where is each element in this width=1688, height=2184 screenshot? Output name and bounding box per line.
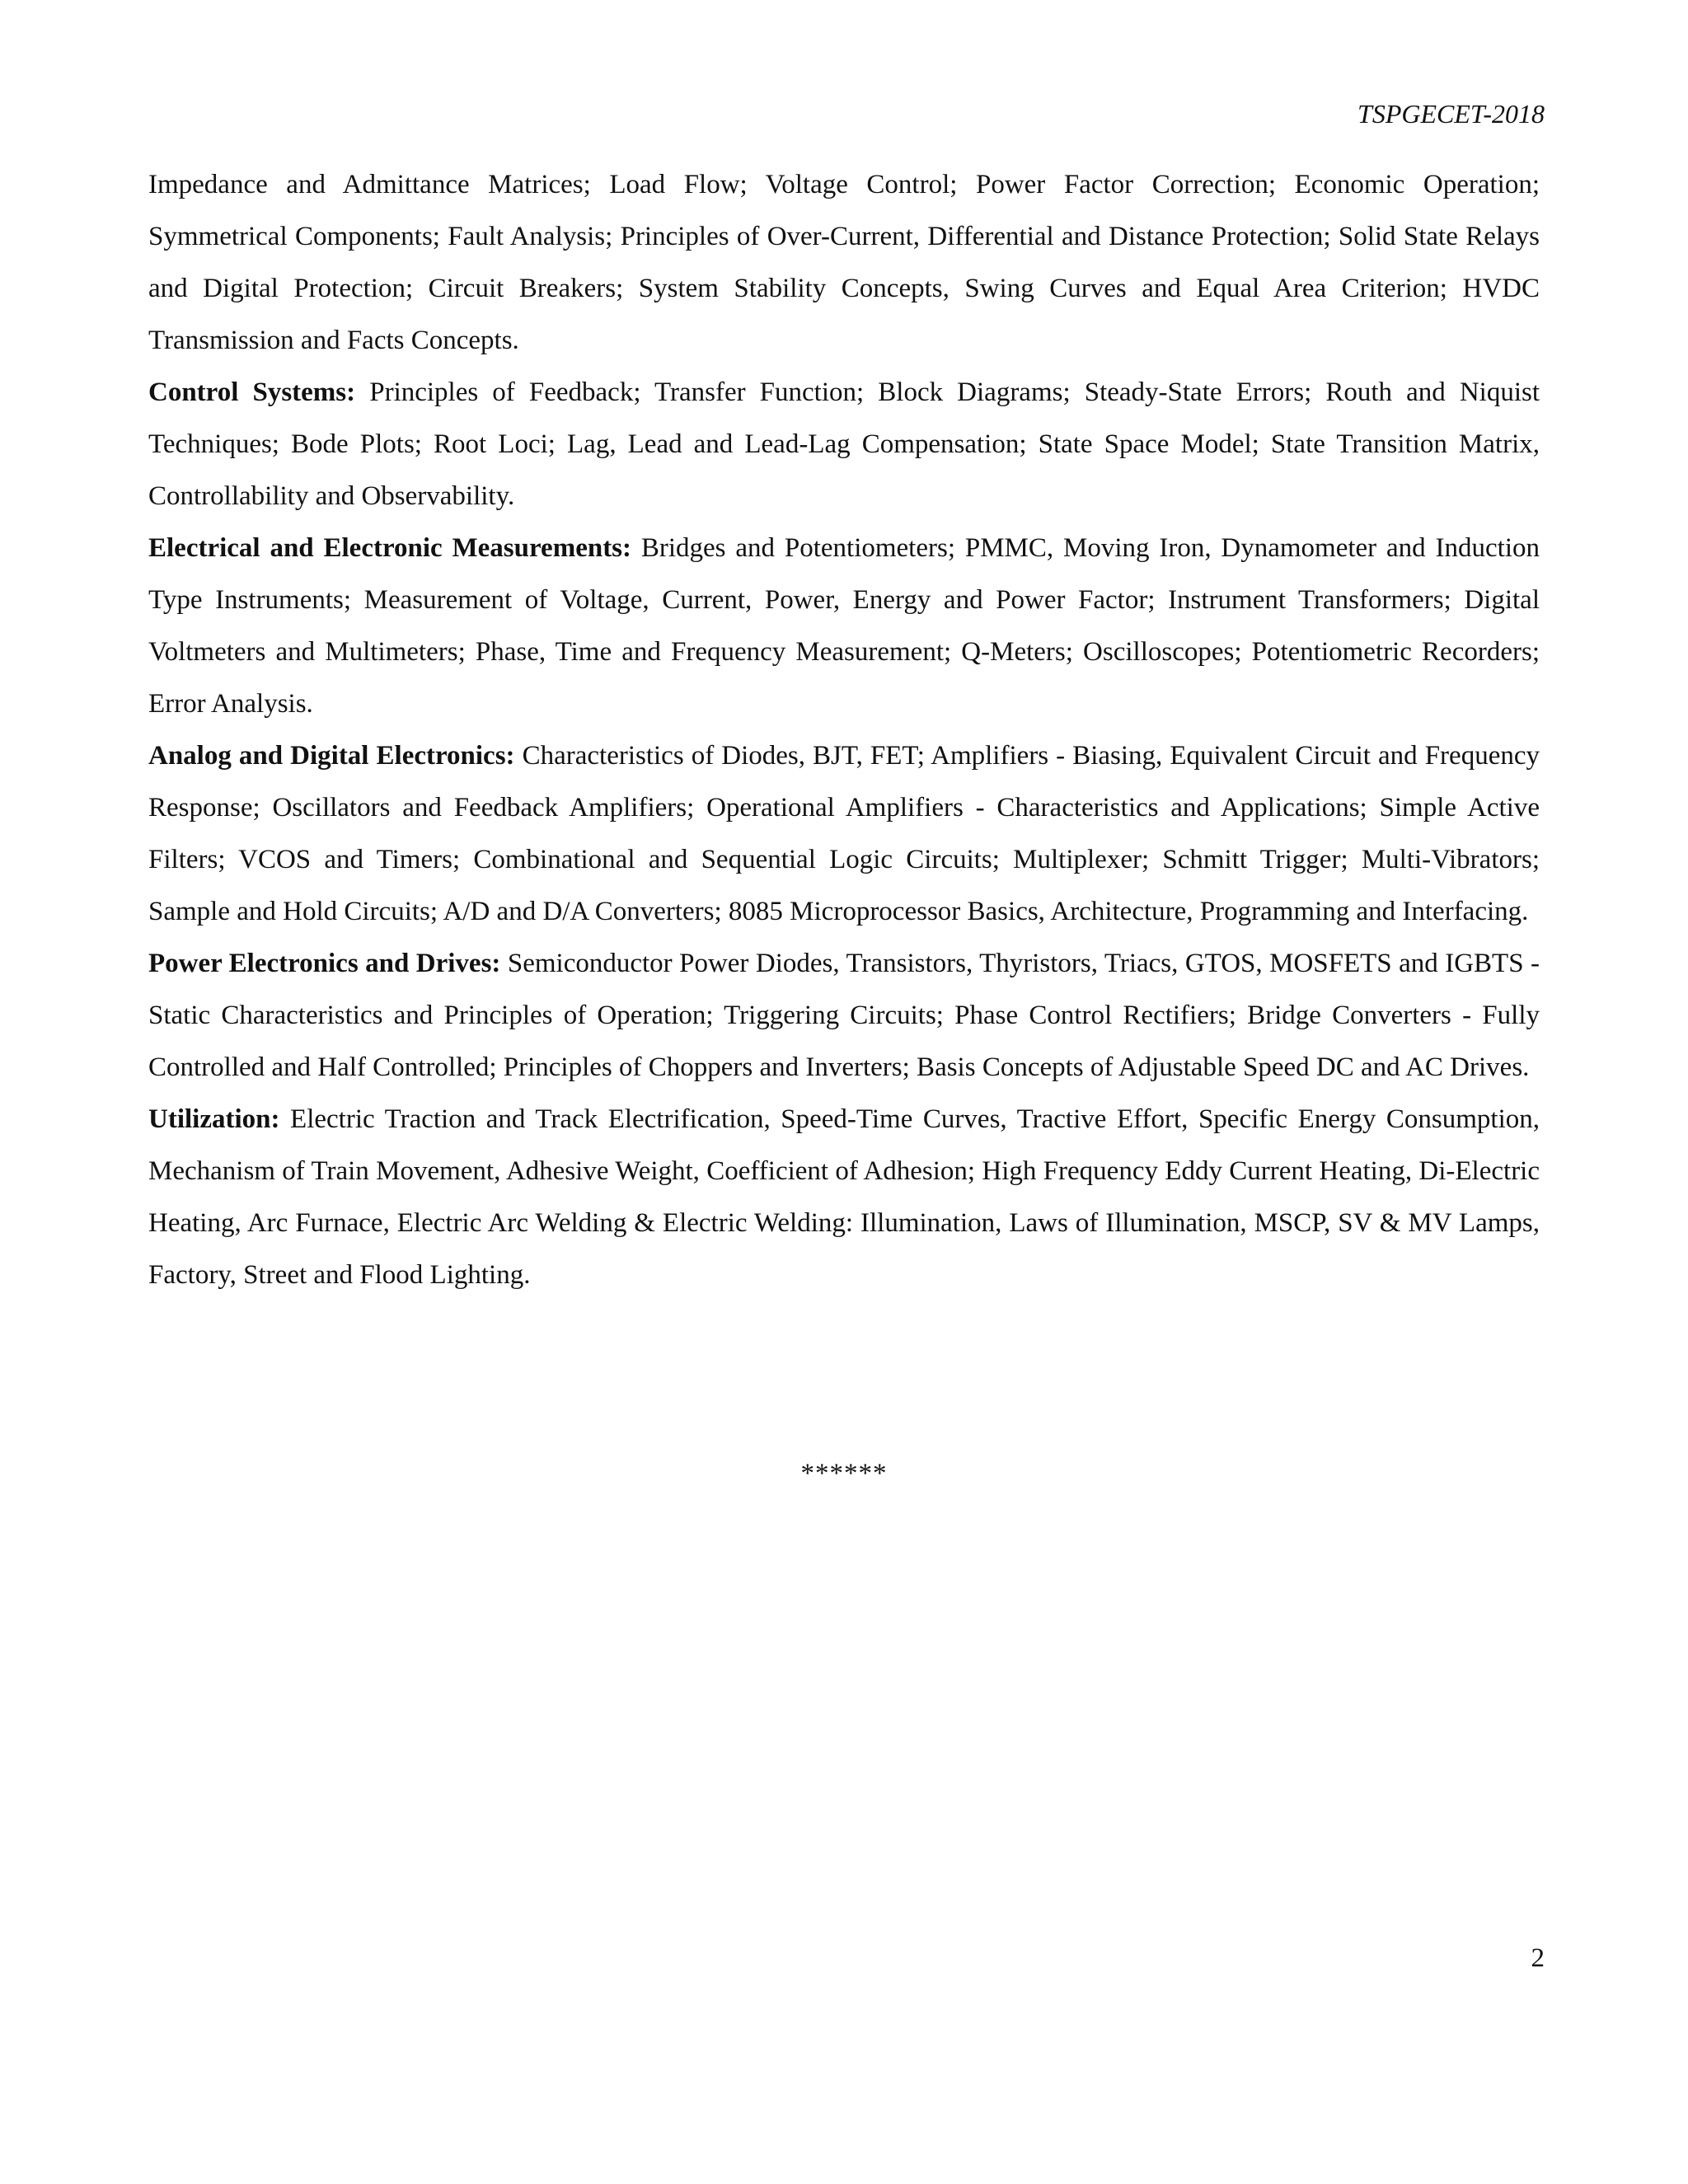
- paragraph-text: Impedance and Admittance Matrices; Load Flow; Voltage Control; Power Factor Correction; Economic Operation; Symmetrical Components; Fault Analysis; Principles of Over-Current, Differential and Distance Protection; Solid State Relays and Digital Protection; Circuit Breakers; System Stability Concepts, Swing Curves and Equal Area Criterion; HVDC Transmission and Facts Concepts.: [148, 170, 1540, 355]
- syllabus-body: [148, 159, 1540, 1301]
- paragraph-text: Bridges and Potentiometers; PMMC, Moving Iron, Dynamometer and Induction Type Instruments; Measurement of Voltage, Current, Power, Energy and Power Factor; Instrument Transformers; Digital Voltmeters and Multimeters; Phase, Time and Frequency Measurement; Q-Meters; Oscilloscopes; Potentiometric Recorders; Error Analysis.: [148, 533, 1540, 719]
- paragraph-text: Semiconductor Power Diodes, Transistors, Thyristors, Triacs, GTOS, MOSFETS and IGBTS - Static Characteristics and Principles of Operation; Triggering Circuits; Phase Control Rectifiers; Bridge Converters - Fully Controlled and Half Controlled; Principles of Choppers and Inverters; Basis Concepts of Adjustable Speed DC and AC Drives.: [148, 949, 1540, 1082]
- paragraph-text: Principles of Feedback; Transfer Function; Block Diagrams; Steady-State Errors; Routh and Niquist Techniques; Bode Plots; Root Loci; Lag, Lead and Lead-Lag Compensation; State Space Model; State Transition Matrix, Controllability and Observability.: [148, 377, 1540, 511]
- paragraph-measurements: [148, 523, 1540, 730]
- running-header: TSPGECET-2018: [1357, 99, 1545, 129]
- paragraph-term: Utilization:: [148, 1104, 280, 1134]
- paragraph-term: Analog and Digital Electronics:: [148, 741, 515, 771]
- paragraph-utilization: [148, 1094, 1540, 1301]
- paragraph-control-systems: [148, 367, 1540, 523]
- paragraph-analog-digital-electronics: [148, 730, 1540, 938]
- paragraph-text: Electric Traction and Track Electrification, Speed-Time Curves, Tractive Effort, Specific Energy Consumption, Mechanism of Train Movement, Adhesive Weight, Coefficient of Adhesion; High Frequency Eddy Current Heating, Di-Electric Heating, Arc Furnace, Electric Arc Welding & Electric Welding: Illumination, Laws of Illumination, MSCP, SV & MV Lamps, Factory, Street and Flood Lighting.: [148, 1104, 1540, 1290]
- paragraph-power-systems-continued: [148, 159, 1540, 367]
- paragraph-power-electronics-drives: [148, 938, 1540, 1094]
- paragraph-term: Power Electronics and Drives:: [148, 949, 501, 978]
- section-separator: ******: [800, 1459, 888, 1488]
- page-number: 2: [1531, 1943, 1545, 1973]
- paragraph-term: Control Systems:: [148, 377, 356, 407]
- paragraph-term: Electrical and Electronic Measurements:: [148, 533, 632, 563]
- paragraph-text: Characteristics of Diodes, BJT, FET; Amplifiers - Biasing, Equivalent Circuit and Frequency Response; Oscillators and Feedback Amplifiers; Operational Amplifiers - Characteristics and Applications; Simple Active Filters; VCOS and Timers; Combinational and Sequential Logic Circuits; Multiplexer; Schmitt Trigger; Multi-Vibrators; Sample and Hold Circuits; A/D and D/A Converters; 8085 Microprocessor Basics, Architecture, Programming and Interfacing.: [148, 741, 1540, 926]
